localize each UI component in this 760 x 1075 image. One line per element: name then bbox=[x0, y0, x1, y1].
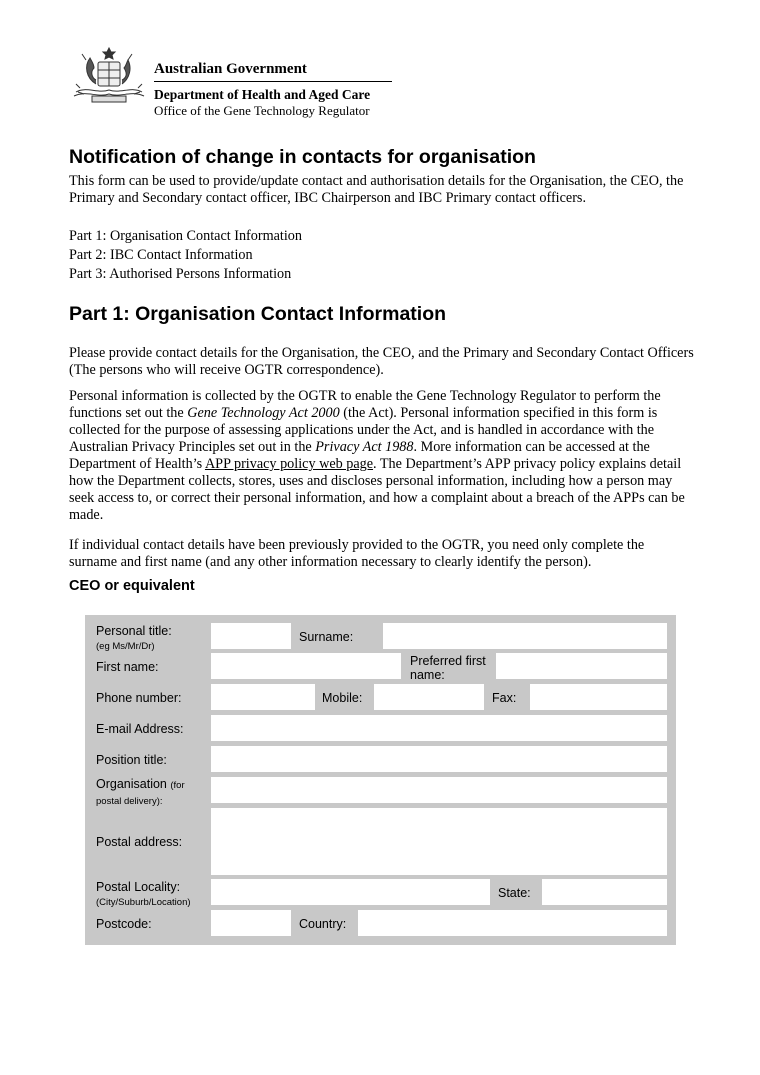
postcode-label: Postcode: bbox=[96, 917, 152, 931]
postal-locality-hint: (City/Suburb/Location) bbox=[96, 897, 191, 908]
surname-field[interactable] bbox=[383, 623, 667, 649]
fax-label: Fax: bbox=[492, 691, 517, 705]
part1-paragraph-1: Please provide contact details for the Organisation, the CEO, and the Primary and Secondary Contact Officers (The persons who will receive OGTR correspondence). bbox=[69, 345, 694, 378]
page-title: Notification of change in contacts for organisation bbox=[69, 146, 536, 168]
preferred-first-name-field[interactable] bbox=[496, 653, 667, 679]
personal-title-hint: (eg Ms/Mr/Dr) bbox=[96, 641, 155, 652]
ceo-contact-form bbox=[85, 615, 676, 945]
personal-title-text: Personal title: bbox=[96, 624, 172, 638]
privacy-text: . The Department’s APP privacy policy explains detail how the Department collects, stores, uses and discloses personal information, including how a person may seek access to, or correct their personal information, and how a complaint about a breach of the APPs can be made. bbox=[69, 456, 685, 523]
phone-number-field[interactable] bbox=[211, 684, 315, 710]
country-field[interactable] bbox=[358, 910, 667, 936]
surname-label: Surname: bbox=[299, 630, 354, 644]
parts-list bbox=[69, 227, 302, 284]
office-name: Office of the Gene Technology Regulator bbox=[154, 103, 370, 118]
position-title-label: Position title: bbox=[96, 753, 167, 767]
first-name-label: First name: bbox=[96, 660, 159, 674]
header-divider bbox=[154, 81, 392, 82]
government-header bbox=[154, 60, 392, 119]
act-name: Gene Technology Act 2000 bbox=[187, 405, 340, 421]
gov-title: Australian Government bbox=[154, 61, 307, 77]
ceo-subheading: CEO or equivalent bbox=[69, 578, 195, 594]
parts-list-item: Part 3: Authorised Persons Information bbox=[69, 266, 292, 282]
postal-locality-label bbox=[96, 880, 191, 910]
coat-of-arms-icon bbox=[68, 44, 150, 106]
postal-locality-text: Postal Locality: bbox=[96, 880, 181, 894]
parts-list-item: Part 2: IBC Contact Information bbox=[69, 247, 253, 263]
privacy-act-name: Privacy Act 1988 bbox=[315, 439, 414, 455]
email-field[interactable] bbox=[211, 715, 667, 741]
state-field[interactable] bbox=[542, 879, 667, 905]
postal-address-label: Postal address: bbox=[96, 835, 183, 849]
email-label: E-mail Address: bbox=[96, 722, 184, 736]
part1-heading: Part 1: Organisation Contact Information bbox=[69, 303, 447, 325]
preferred-first-name-label: Preferred first name: bbox=[410, 654, 486, 682]
privacy-text: . More information can be accessed at the Department of Health’s bbox=[69, 439, 650, 472]
mobile-field[interactable] bbox=[374, 684, 484, 710]
parts-list-item: Part 1: Organisation Contact Information bbox=[69, 228, 302, 244]
department-name: Department of Health and Aged Care bbox=[154, 87, 371, 102]
first-name-field[interactable] bbox=[211, 653, 401, 679]
phone-number-label: Phone number: bbox=[96, 691, 182, 705]
country-label: Country: bbox=[299, 917, 347, 931]
postcode-field[interactable] bbox=[211, 910, 291, 936]
position-title-field[interactable] bbox=[211, 746, 667, 772]
fax-field[interactable] bbox=[530, 684, 667, 710]
personal-title-field[interactable] bbox=[211, 623, 291, 649]
postal-address-field[interactable] bbox=[211, 808, 667, 875]
organisation-hint: postal delivery): bbox=[96, 796, 163, 807]
organisation-label bbox=[96, 777, 185, 809]
privacy-paragraph bbox=[69, 388, 694, 524]
privacy-text: (the Act). Personal information specified in this form is collected for the purpose of assessing applications under the Act, and is handled in accordance with the Australian Privacy Principles set out in the bbox=[69, 405, 658, 455]
mobile-label: Mobile: bbox=[322, 691, 363, 705]
organisation-field[interactable] bbox=[211, 777, 667, 803]
intro-paragraph: This form can be used to provide/update contact and authorisation details for the Organisation, the CEO, the Primary and Secondary contact officer, IBC Chairperson and IBC Primary contact officers. bbox=[69, 173, 684, 206]
organisation-text: Organisation bbox=[96, 777, 167, 791]
organisation-hint: (for bbox=[170, 780, 185, 791]
postal-locality-field[interactable] bbox=[211, 879, 490, 905]
state-label: State: bbox=[498, 886, 531, 900]
app-privacy-policy-link[interactable]: APP privacy policy web page bbox=[204, 456, 374, 472]
personal-title-label bbox=[96, 624, 172, 654]
part1-paragraph-3: If individual contact details have been previously provided to the OGTR, you need only complete the surname and first name (and any other information necessary to clearly identify the person). bbox=[69, 537, 645, 570]
privacy-text: Personal information is collected by the OGTR to enable the Gene Technology Regulator to perform the functions set out the bbox=[69, 388, 661, 421]
